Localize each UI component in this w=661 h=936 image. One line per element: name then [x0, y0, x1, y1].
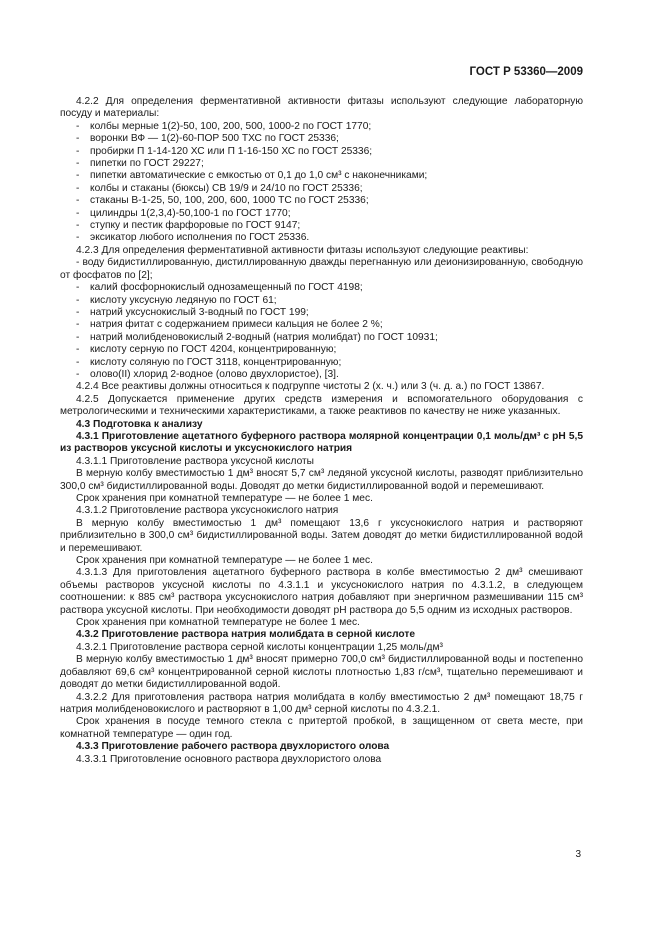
list-item: - воронки ВФ — 1(2)-60-ПОР 500 ТХС по ГОСТ 25336;	[76, 133, 339, 145]
list-item: - эксикатор любого исполнения по ГОСТ 25336.	[76, 232, 310, 244]
list-item: - кислоту уксусную ледяную по ГОСТ 61;	[76, 294, 277, 306]
list-item: - калий фосфорнокислый однозамещенный по ГОСТ 4198;	[76, 282, 363, 294]
section-heading-4-3-3: 4.3.3 Приготовление рабочего раствора двухлористого олова	[76, 741, 390, 753]
list-item: - ступку и пестик фарфоровые по ГОСТ 9147;	[76, 220, 301, 232]
page-body	[60, 96, 583, 766]
subheading-4-3-3-1: 4.3.3.1 Приготовление основного раствора двухлористого олова	[76, 753, 382, 765]
subheading-4-3-2-1: 4.3.2.1 Приготовление раствора серной кислоты концентрации 1,25 моль/дм³	[76, 641, 443, 653]
equipment-list	[60, 121, 583, 245]
list-item: - натрий молибденовокислый 2-водный (натрия молибдат) по ГОСТ 10931;	[76, 331, 438, 343]
list-item: - пипетки по ГОСТ 29227;	[76, 158, 204, 170]
list-item: - цилиндры 1(2,3,4)-50,100-1 по ГОСТ 1770;	[76, 207, 291, 219]
paragraph-4-2-2: 4.2.2 Для определения ферментативной активности фитазы используют следующие лабораторную посуду и материалы:	[60, 96, 583, 120]
reagent-list	[60, 282, 583, 381]
section-heading-4-3: 4.3 Подготовка к анализу	[76, 418, 203, 430]
list-item: - кислоту серную по ГОСТ 4204, концентрированную;	[76, 344, 337, 356]
list-item: - стаканы В-1-25, 50, 100, 200, 600, 1000 ТС по ГОСТ 25336;	[76, 195, 369, 207]
list-item: - пипетки автоматические с емкостью от 0,1 до 1,0 см³ с наконечниками;	[76, 170, 428, 182]
section-heading-4-3-1: 4.3.1 Приготовление ацетатного буферного раствора молярной концентрации 0,1 моль/дм³ с рН 5,5 из растворов уксусной кислоты и уксуснокислого натрия	[60, 430, 583, 455]
subheading-4-3-1-2: 4.3.1.2 Приготовление раствора уксуснокислого натрия	[76, 505, 339, 517]
subheading-4-3-1-1: 4.3.1.1 Приготовление раствора уксусной кислоты	[76, 455, 315, 467]
storage-note: Срок хранения при комнатной температуре — не более 1 мес.	[76, 493, 373, 504]
list-item: - колбы и стаканы (бюксы) СВ 19/9 и 24/10 по ГОСТ 25336;	[76, 182, 363, 194]
paragraph-4-2-4: 4.2.4 Все реактивы должны относиться к подгруппе чистоты 2 (х. ч.) или 3 (ч. д. а.) по ГОСТ 13867.	[76, 381, 545, 393]
paragraph-acetic-acid: В мерную колбу вместимостью 1 дм³ вносят 5,7 см³ ледяной уксусной кислоты, разводят приблизительно 300,0 см³ бидистиллированной воды. Доводят до метки бидистиллированной водой и перемешивают.	[60, 468, 583, 492]
list-item: - натрия фитат с содержанием примеси кальция не более 2 %;	[76, 319, 383, 331]
page-number: 3	[575, 849, 581, 860]
list-item: - кислоту соляную по ГОСТ 3118, концентрированную;	[76, 356, 342, 368]
paragraph-4-2-5: 4.2.5 Допускается применение других средств измерения и вспомогательного оборудования с метрологическими и техническими характеристиками, а также реактивов по качеству не ниже указанных.	[60, 393, 583, 418]
list-item: - пробирки П 1-14-120 ХС или П 1-16-150 ХС по ГОСТ 25336;	[76, 145, 373, 157]
list-item: - олово(II) хлорид 2-водное (олово двухлористое), [3].	[76, 368, 339, 380]
paragraph-4-3-1-3: 4.3.1.3 Для приготовления ацетатного буферного раствора в колбе вместимостью 2 дм³ смешивают объемы растворов уксусной кислоты по 4.3.1.1 и уксуснокислого натрия по 4.3.1.2, в следующем соотношении: к 885 см³ раствора уксуснокислого натрия добавляют при энергичном размешивании 115 см³ раствора уксусной кислоты. При необходимости доводят рН раствора до 5,5 одним из исходных растворов.	[60, 567, 583, 616]
list-item: - натрий уксуснокислый 3-водный по ГОСТ 199;	[76, 306, 309, 318]
paragraph-sodium-acetate: В мерную колбу вместимостью 1 дм³ помещают 13,6 г уксуснокислого натрия и растворяют приблизительно в 300,0 см³ бидистиллированной воды. Затем доводят до метки бидистиллированной водой и перемешивают.	[60, 517, 583, 554]
standard-header: ГОСТ Р 53360—2009	[469, 66, 583, 78]
paragraph-water: - воду бидистиллированную, дистиллированную дважды перегнанную или деионизированную, свободную от фосфатов по [2];	[60, 257, 583, 281]
paragraph-4-3-2-2: 4.3.2.2 Для приготовления раствора натрия молибдата в колбу вместимостью 2 дм³ помещают 18,75 г натрия молибденовокислого и растворяют в 1,00 дм³ серной кислоты по 4.3.2.1.	[60, 691, 583, 715]
storage-note: Срок хранения в посуде темного стекла с притертой пробкой, в защищенном от света месте, при комнатной температуре — один год.	[60, 716, 583, 740]
list-item: - колбы мерные 1(2)-50, 100, 200, 500, 1000-2 по ГОСТ 1770;	[76, 120, 372, 132]
section-heading-4-3-2: 4.3.2 Приготовление раствора натрия молибдата в серной кислоте	[76, 629, 416, 641]
storage-note: Срок хранения при комнатной температуре не более 1 мес.	[76, 617, 360, 629]
paragraph-sulfuric-acid: В мерную колбу вместимостью 1 дм³ вносят примерно 700,0 см³ бидистиллированной воды и постепенно добавляют 69,6 см³ концентрированной серной кислоты плотностью 1,83 г/см³, тщательно перемешивают и доводят до метки бидистиллированной водой.	[60, 654, 583, 691]
paragraph-4-2-3: 4.2.3 Для определения ферментативной активности фитазы используют следующие реактивы:	[76, 244, 529, 256]
storage-note: Срок хранения при комнатной температуре — не более 1 мес.	[76, 555, 373, 567]
